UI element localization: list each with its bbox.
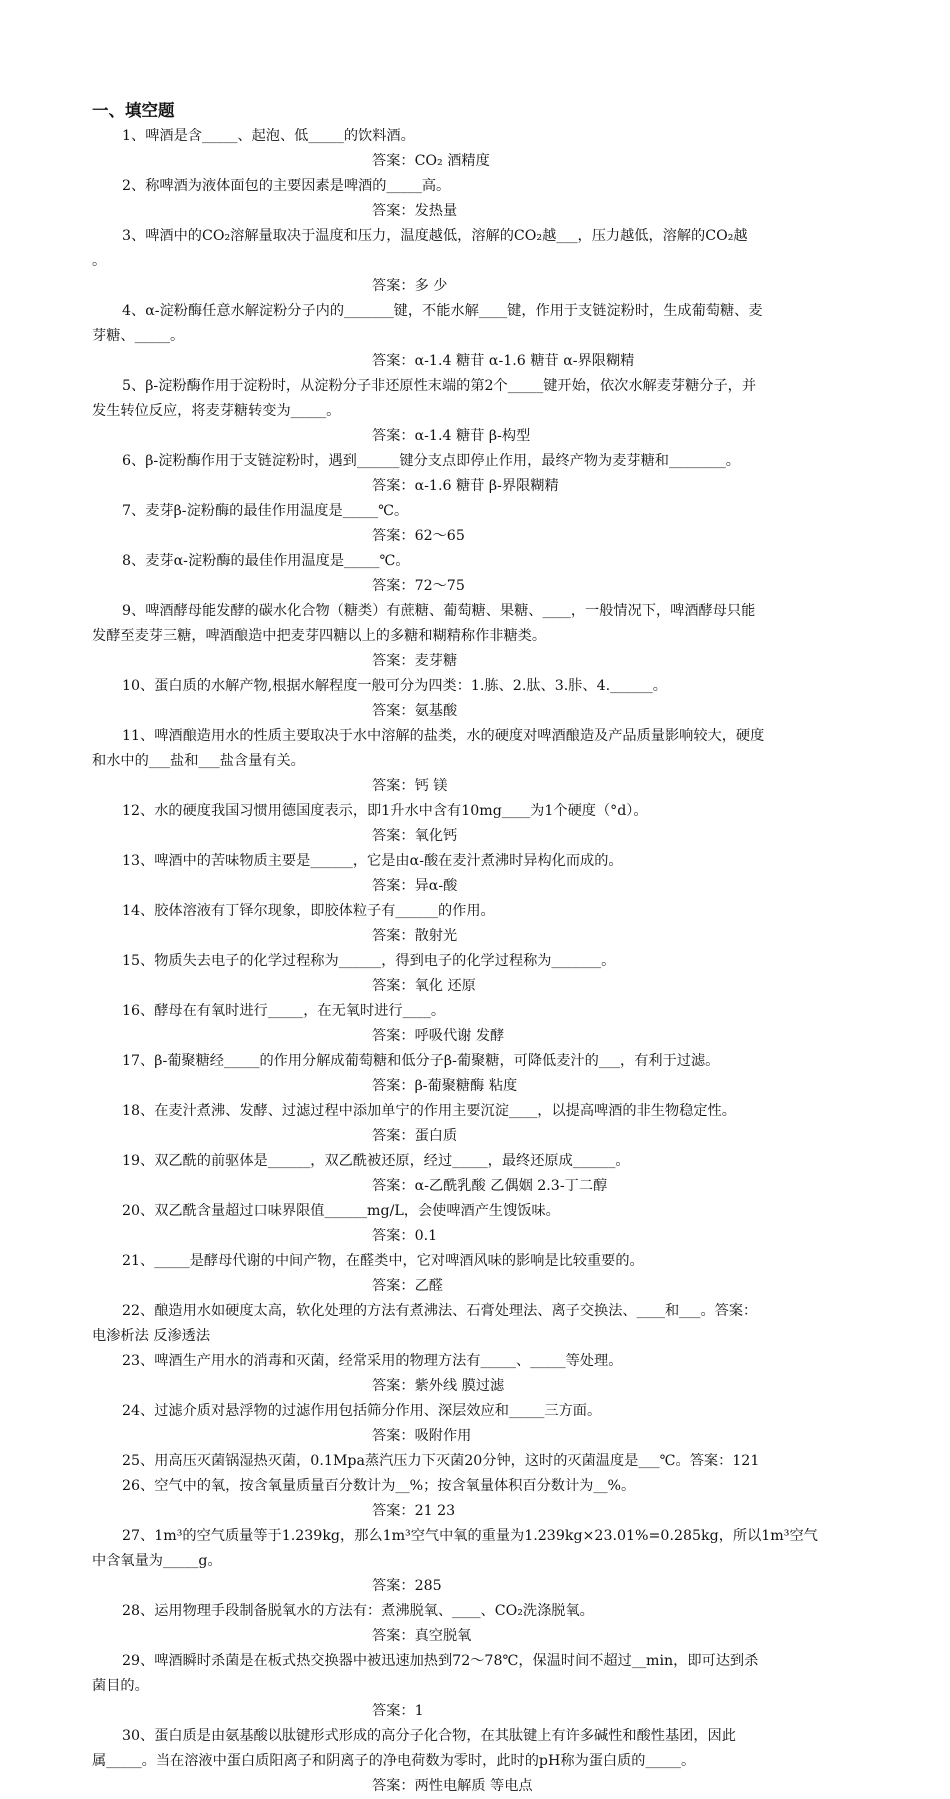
question-line-text: 25、用高压灭菌锅湿热灭菌，0.1Mpa蒸汽压力下灭菌20分钟，这时的灭菌温度是___℃。答案：121 — [122, 1453, 760, 1469]
document-page — [92, 98, 878, 1799]
answer-text: 答案：氨基酸 — [372, 703, 458, 719]
question-line-text: 菌目的。 — [92, 1678, 149, 1694]
question-continuation — [92, 774, 878, 799]
answer-text: 答案：21 23 — [372, 1503, 456, 1519]
question-continuation — [92, 199, 878, 224]
question-line-text: 23、啤酒生产用水的消毒和灭菌，经常采用的物理方法有_____、_____等处理。 — [122, 1353, 623, 1369]
question-continuation — [92, 1224, 878, 1249]
answer-text: 答案：呼吸代谢 发酵 — [372, 1028, 505, 1044]
question-continuation — [92, 474, 878, 499]
question-item — [92, 549, 878, 599]
question-item — [92, 1524, 878, 1599]
question-line-text: 8、麦芽α-淀粉酶的最佳作用温度是_____℃。 — [122, 553, 410, 569]
question-continuation — [92, 1674, 878, 1699]
question-item — [92, 599, 878, 674]
question-text — [92, 299, 878, 324]
question-line-text: 29、啤酒瞬时杀菌是在板式热交换器中被迅速加热到72～78℃，保温时间不超过__min，即可达到杀 — [122, 1653, 759, 1669]
answer-text: 答案：0.1 — [372, 1228, 438, 1244]
question-text — [92, 174, 878, 199]
section-title: 一、填空题 — [92, 101, 175, 120]
question-continuation — [92, 424, 878, 449]
question-item — [92, 1599, 878, 1649]
question-item — [92, 1474, 878, 1524]
question-text — [92, 1299, 878, 1324]
question-item — [92, 1149, 878, 1199]
question-item — [92, 799, 878, 849]
question-continuation — [92, 649, 878, 674]
question-line-text: 11、啤酒酿造用水的性质主要取决于水中溶解的盐类，水的硬度对啤酒酿造及产品质量影响较大，硬度 — [122, 728, 765, 744]
answer-text: 答案：α-乙酰乳酸 乙偶姻 2.3-丁二醇 — [372, 1178, 608, 1194]
question-item — [92, 899, 878, 949]
question-line-text: 10、蛋白质的水解产物,根据水解程度一般可分为四类：1.胨、2.肽、3.胩、4.______。 — [122, 678, 667, 694]
question-continuation — [92, 249, 878, 274]
question-item — [92, 449, 878, 499]
question-item — [92, 1199, 878, 1249]
answer-text: 答案：CO₂ 酒精度 — [372, 153, 490, 169]
question-line-text: 15、物质失去电子的化学过程称为______，得到电子的化学过程称为_______。 — [122, 953, 616, 969]
answer-text: 答案：真空脱氧 — [372, 1628, 472, 1644]
question-line-text: 14、胶体溶液有丁铎尔现象，即胶体粒子有______的作用。 — [122, 903, 495, 919]
question-text — [92, 1049, 878, 1074]
question-text — [92, 1249, 878, 1274]
answer-text: 答案：乙醛 — [372, 1278, 443, 1294]
question-text — [92, 949, 878, 974]
question-item — [92, 1099, 878, 1149]
question-continuation — [92, 1074, 878, 1099]
question-item — [92, 949, 878, 999]
question-continuation — [92, 1424, 878, 1449]
question-continuation — [92, 349, 878, 374]
question-item — [92, 1649, 878, 1724]
question-continuation — [92, 1024, 878, 1049]
answer-text: 答案：异α-酸 — [372, 878, 458, 894]
question-text — [92, 1474, 878, 1499]
question-item — [92, 1349, 878, 1399]
question-item — [92, 724, 878, 799]
question-item — [92, 224, 878, 299]
question-text — [92, 1724, 878, 1749]
question-text — [92, 799, 878, 824]
answer-text: 答案：α-1.6 糖苷 β-界限糊精 — [372, 478, 559, 494]
question-continuation — [92, 149, 878, 174]
question-continuation — [92, 1124, 878, 1149]
question-item — [92, 124, 878, 174]
question-line-text: 26、空气中的氧，按含氧量质量百分数计为__%；按含氧量体积百分数计为__%。 — [122, 1478, 636, 1494]
question-text — [92, 1599, 878, 1624]
question-text — [92, 899, 878, 924]
question-continuation — [92, 1274, 878, 1299]
answer-text: 答案：紫外线 膜过滤 — [372, 1378, 505, 1394]
question-continuation — [92, 1699, 878, 1724]
question-text — [92, 1399, 878, 1424]
question-text — [92, 1649, 878, 1674]
question-line-text: 12、水的硬度我国习惯用德国度表示，即1升水中含有10mg____为1个硬度（°d）。 — [122, 803, 648, 819]
answer-text: 答案：多 少 — [372, 278, 448, 294]
question-text — [92, 674, 878, 699]
question-line-text: 24、过滤介质对悬浮物的过滤作用包括筛分作用、深层效应和_____三方面。 — [122, 1403, 602, 1419]
question-line-text: 1、啤酒是含_____、起泡、低_____的饮料酒。 — [122, 128, 415, 144]
question-continuation — [92, 1324, 878, 1349]
question-item — [92, 999, 878, 1049]
question-line-text: 16、酵母在有氧时进行_____，在无氧时进行____。 — [122, 1003, 446, 1019]
question-line-text: 28、运用物理手段制备脱氧水的方法有：煮沸脱氧、____、CO₂洗涤脱氧。 — [122, 1603, 594, 1619]
question-line-text: 6、β-淀粉酶作用于支链淀粉时，遇到______键分支点即停止作用，最终产物为麦芽糖和________。 — [122, 453, 740, 469]
question-continuation — [92, 699, 878, 724]
question-line-text: 13、啤酒中的苦味物质主要是______，它是由α-酸在麦汁煮沸时异构化而成的。 — [122, 853, 623, 869]
answer-text: 答案：吸附作用 — [372, 1428, 472, 1444]
answer-text: 答案：散射光 — [372, 928, 458, 944]
question-line-text: 19、双乙酰的前驱体是______，双乙酰被还原，经过_____，最终还原成______。 — [122, 1153, 630, 1169]
answer-text: 答案：α-1.4 糖苷 α-1.6 糖苷 α-界限糊精 — [372, 353, 635, 369]
question-item — [92, 299, 878, 374]
answer-text: 答案：72～75 — [372, 578, 465, 594]
answer-text: 答案：蛋白质 — [372, 1128, 458, 1144]
question-continuation — [92, 1549, 878, 1574]
question-continuation — [92, 924, 878, 949]
question-text — [92, 374, 878, 399]
question-continuation — [92, 1374, 878, 1399]
question-continuation — [92, 974, 878, 999]
question-continuation — [92, 399, 878, 424]
question-line-text: 5、β-淀粉酶作用于淀粉时，从淀粉分子非还原性末端的第2个_____键开始，依次水解麦芽糖分子，并 — [122, 378, 757, 394]
question-line-text: 4、α-淀粉酶任意水解淀粉分子内的_______键，不能水解____键，作用于支链淀粉时，生成葡萄糖、麦 — [122, 303, 763, 319]
question-item — [92, 1399, 878, 1449]
question-text — [92, 1449, 878, 1474]
question-line-text: 中含氧量为_____g。 — [92, 1553, 222, 1569]
question-continuation — [92, 1499, 878, 1524]
answer-text: 答案：氧化钙 — [372, 828, 458, 844]
question-continuation — [92, 524, 878, 549]
question-text — [92, 1099, 878, 1124]
question-item — [92, 849, 878, 899]
question-line-text: 20、双乙酰含量超过口味界限值______mg/L，会使啤酒产生馊饭味。 — [122, 1203, 560, 1219]
question-text — [92, 1199, 878, 1224]
question-item — [92, 374, 878, 449]
question-line-text: 3、啤酒中的CO₂溶解量取决于温度和压力，温度越低，溶解的CO₂越___，压力越低，溶解的CO₂越 — [122, 228, 748, 244]
question-continuation — [92, 1174, 878, 1199]
answer-text: 答案：发热量 — [372, 203, 458, 219]
answer-text: 答案：麦芽糖 — [372, 653, 458, 669]
question-text — [92, 724, 878, 749]
question-line-text: 发酵至麦芽三糖，啤酒酿造中把麦芽四糖以上的多糖和糊精称作非糖类。 — [92, 628, 547, 644]
question-line-text: 27、1m³的空气质量等于1.239kg，那么1m³空气中氧的重量为1.239kg×23.01%=0.285kg，所以1m³空气 — [122, 1528, 818, 1544]
answer-text: 答案：两性电解质 等电点 — [372, 1778, 533, 1794]
answer-text: 答案：β-葡聚糖酶 粘度 — [372, 1078, 518, 1094]
answer-text: 答案：62～65 — [372, 528, 465, 544]
question-line-text: 。 — [92, 253, 107, 269]
question-continuation — [92, 624, 878, 649]
question-text — [92, 499, 878, 524]
question-item — [92, 1299, 878, 1349]
question-line-text: 18、在麦汁煮沸、发酵、过滤过程中添加单宁的作用主要沉淀____，以提高啤酒的非生物稳定性。 — [122, 1103, 736, 1119]
question-item — [92, 674, 878, 724]
question-text — [92, 1524, 878, 1549]
question-continuation — [92, 1774, 878, 1799]
question-line-text: 30、蛋白质是由氨基酸以肽键形式形成的高分子化合物，在其肽键上有许多碱性和酸性基团，因此 — [122, 1728, 736, 1744]
question-item — [92, 1249, 878, 1299]
question-line-text: 17、β-葡聚糖经_____的作用分解成葡萄糖和低分子β-葡聚糖，可降低麦汁的___，有利于过滤。 — [122, 1053, 720, 1069]
answer-text: 答案：氧化 还原 — [372, 978, 476, 994]
question-item — [92, 1449, 878, 1474]
question-text — [92, 1149, 878, 1174]
question-item — [92, 174, 878, 224]
question-continuation — [92, 1749, 878, 1774]
question-line-text: 7、麦芽β-淀粉酶的最佳作用温度是_____℃。 — [122, 503, 409, 519]
question-text — [92, 124, 878, 149]
question-line-text: 22、酿造用水如硬度太高，软化处理的方法有煮沸法、石膏处理法、离子交换法、____和___。答案： — [122, 1303, 758, 1319]
question-text — [92, 224, 878, 249]
question-text — [92, 849, 878, 874]
question-continuation — [92, 824, 878, 849]
question-item — [92, 1724, 878, 1799]
question-continuation — [92, 274, 878, 299]
question-continuation — [92, 1624, 878, 1649]
question-text — [92, 999, 878, 1024]
question-line-text: 电渗析法 反渗透法 — [92, 1328, 211, 1344]
question-text — [92, 599, 878, 624]
question-continuation — [92, 874, 878, 899]
answer-text: 答案：α-1.4 糖苷 β-构型 — [372, 428, 531, 444]
answer-text: 答案：钙 镁 — [372, 778, 448, 794]
answer-text: 答案：285 — [372, 1578, 442, 1594]
question-text — [92, 449, 878, 474]
question-item — [92, 1049, 878, 1099]
question-text — [92, 1349, 878, 1374]
question-line-text: 21、_____是酵母代谢的中间产物，在醛类中，它对啤酒风味的影响是比较重要的。 — [122, 1253, 644, 1269]
question-line-text: 2、称啤酒为液体面包的主要因素是啤酒的_____高。 — [122, 178, 451, 194]
question-line-text: 发生转位反应，将麦芽糖转变为_____。 — [92, 403, 341, 419]
question-continuation — [92, 574, 878, 599]
question-line-text: 芽糖、_____。 — [92, 328, 185, 344]
question-text — [92, 549, 878, 574]
question-continuation — [92, 324, 878, 349]
question-continuation — [92, 1574, 878, 1599]
question-continuation — [92, 749, 878, 774]
question-list — [92, 124, 878, 1799]
question-item — [92, 499, 878, 549]
answer-text: 答案：1 — [372, 1703, 424, 1719]
question-line-text: 9、啤酒酵母能发酵的碳水化合物（糖类）有蔗糖、葡萄糖、果糖、____，一般情况下，啤酒酵母只能 — [122, 603, 756, 619]
question-line-text: 和水中的___盐和___盐含量有关。 — [92, 753, 305, 769]
question-line-text: 属_____。当在溶液中蛋白质阳离子和阴离子的净电荷数为零时，此时的pH称为蛋白质的_____。 — [92, 1753, 696, 1769]
